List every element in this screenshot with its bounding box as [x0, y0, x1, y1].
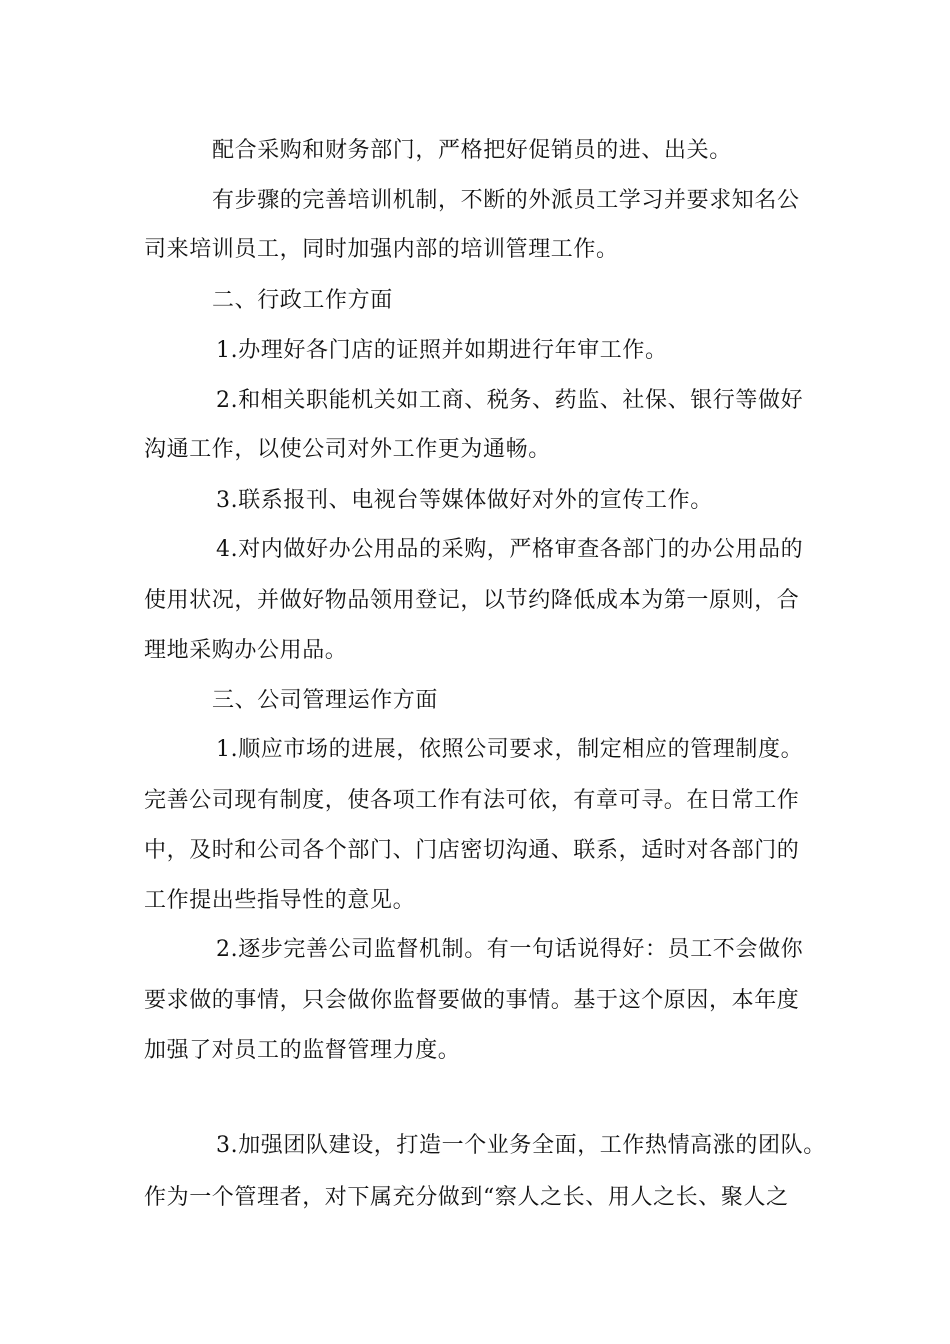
- text-line: 2.逐步完善公司监督机制。有一句话说得好：员工不会做你: [216, 937, 804, 962]
- text-line: 中，及时和公司各个部门、门店密切沟通、联系，适时对各部门的: [144, 838, 800, 863]
- text-line: 工作提出些指导性的意见。: [144, 888, 416, 913]
- text-line: 沟通工作，以使公司对外工作更为通畅。: [144, 437, 551, 462]
- text-line: 有步骤的完善培训机制，不断的外派员工学习并要求知名公: [212, 188, 800, 213]
- text-line: 配合采购和财务部门，严格把好促销员的进、出关。: [212, 138, 732, 163]
- text-line: 理地采购办公用品。: [144, 638, 348, 663]
- text-line: 3.加强团队建设，打造一个业务全面，工作热情高涨的团队。: [216, 1133, 826, 1158]
- text-line: 2.和相关职能机关如工商、税务、药监、社保、银行等做好: [216, 388, 804, 413]
- section-heading: 二、行政工作方面: [212, 288, 393, 313]
- text-line: 要求做的事情，只会做你监督要做的事情。基于这个原因，本年度: [144, 988, 800, 1013]
- text-line: 完善公司现有制度，使各项工作有法可依，有章可寻。在日常工作: [144, 788, 800, 813]
- text-line: 加强了对员工的监督管理力度。: [144, 1038, 461, 1063]
- text-line: 使用状况，并做好物品领用登记，以节约降低成本为第一原则，合: [144, 588, 800, 613]
- text-line: 1.顺应市场的进展，依照公司要求，制定相应的管理制度。: [216, 737, 804, 762]
- text-line: 司来培训员工，同时加强内部的培训管理工作。: [144, 237, 619, 262]
- text-line: 作为一个管理者，对下属充分做到“察人之长、用人之长、聚人之: [144, 1185, 789, 1210]
- text-line: 1.办理好各门店的证照并如期进行年审工作。: [216, 338, 668, 363]
- section-heading: 三、公司管理运作方面: [212, 688, 439, 713]
- text-line: 4.对内做好办公用品的采购，严格审查各部门的办公用品的: [216, 537, 804, 562]
- text-line: 3.联系报刊、电视台等媒体做好对外的宣传工作。: [216, 488, 713, 513]
